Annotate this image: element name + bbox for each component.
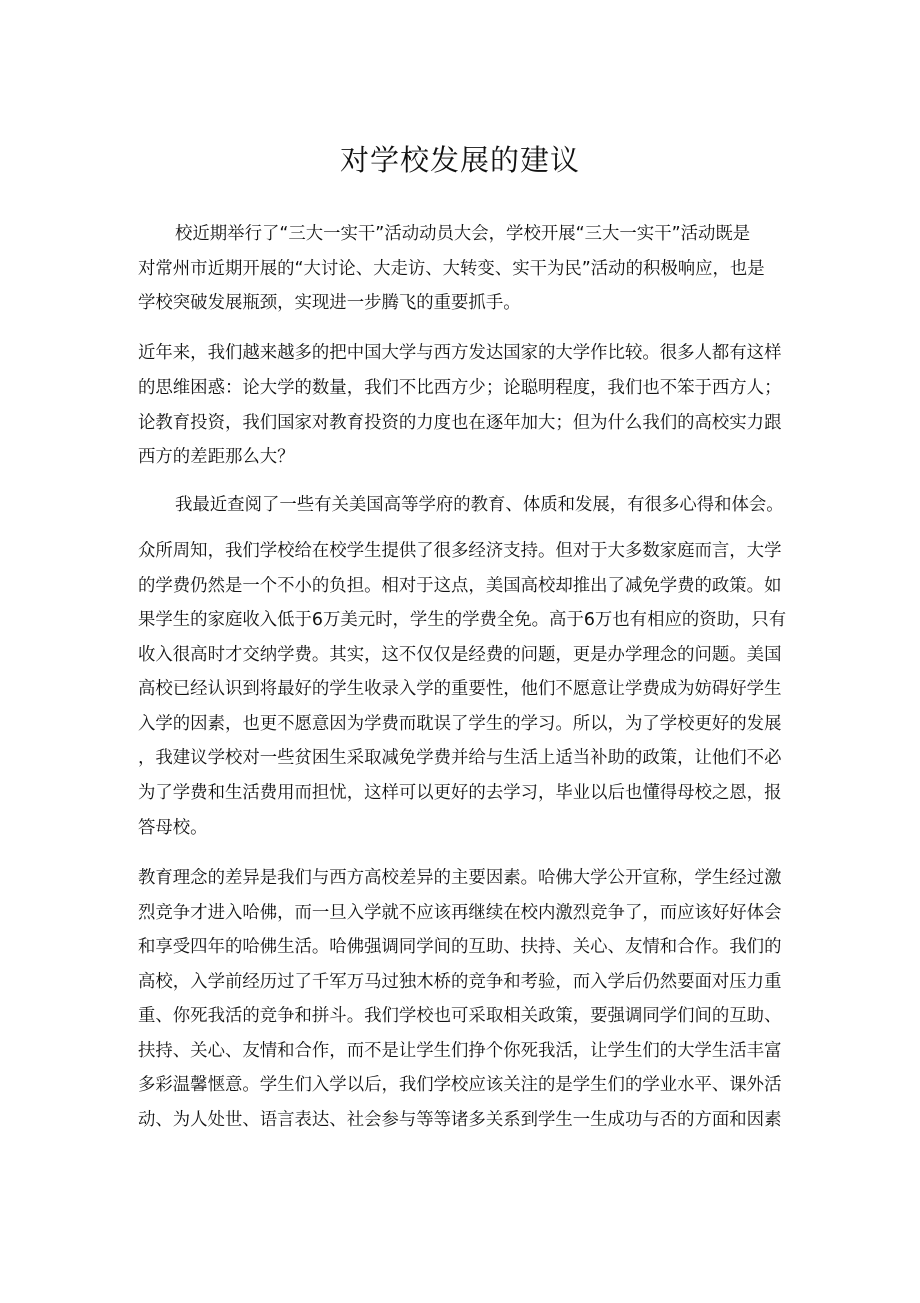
text-line: 多彩温馨惬意。学生们入学以后，我们学校应该关注的是学生们的学业水平、课外活 <box>138 1075 782 1095</box>
text-line: 教育理念的差异是我们与西方高校差异的主要因素。哈佛大学公开宣称，学生经过激 <box>138 868 782 888</box>
text-line: 近年来，我们越来越多的把中国大学与西方发达国家的大学作比较。很多人都有这样 <box>138 343 782 363</box>
text-line: 果学生的家庭收入低于6万美元时，学生的学费全免。高于6万也有相应的资助，只有 <box>138 610 787 630</box>
text-line: 为了学费和生活费用而担忧，这样可以更好的去学习，毕业以后也懂得母校之恩，报 <box>138 783 782 803</box>
document-title: 对学校发展的建议 <box>339 143 580 177</box>
text-line: ，我建议学校对一些贫困生采取减免学费并给与生活上适当补助的政策，让他们不必 <box>138 748 782 768</box>
text-line: 的思维困惑：论大学的数量，我们不比西方少；论聪明程度，我们也不笨于西方人； <box>138 378 782 398</box>
text-line: 动、为人处世、语言表达、社会参与等等诸多关系到学生一生成功与否的方面和因素 <box>138 1110 782 1130</box>
text-line: 众所周知，我们学校给在校学生提供了很多经济支持。但对于大多数家庭而言，大学 <box>138 541 782 561</box>
text-line: 论教育投资，我们国家对教育投资的力度也在逐年加大；但为什么我们的高校实力跟 <box>138 413 782 433</box>
text-line: 的学费仍然是一个不小的负担。相对于这点，美国高校却推出了减免学费的政策。如 <box>138 576 782 596</box>
text-line: 学校突破发展瓶颈，实现进一步腾飞的重要抓手。 <box>138 293 521 313</box>
text-line: 西方的差距那么大？ <box>138 447 295 467</box>
text-line: 和享受四年的哈佛生活。哈佛强调同学间的互助、扶持、关心、友情和合作。我们的 <box>138 937 782 957</box>
text-line: 我最近查阅了一些有关美国高等学府的教育、体质和发展，有很多心得和体会。 <box>175 495 784 515</box>
text-line: 烈竞争才进入哈佛，而一旦入学就不应该再继续在校内激烈竞争了，而应该好好体会 <box>138 903 782 923</box>
text-line: 高校已经认识到将最好的学生收录入学的重要性，他们不愿意让学费成为妨碍好学生 <box>138 679 782 699</box>
text-line: 高校，入学前经历过了千军万马过独木桥的竞争和考验，而入学后仍然要面对压力重 <box>138 972 782 992</box>
text-line: 扶持、关心、友情和合作，而不是让学生们挣个你死我活，让学生们的大学生活丰富 <box>138 1041 782 1061</box>
text-line: 重、你死我活的竞争和拼斗。我们学校也可采取相关政策，要强调同学们间的互助、 <box>138 1006 782 1026</box>
text-line: 答母校。 <box>138 818 208 838</box>
text-line: 校近期举行了“三大一实干”活动动员大会，学校开展“三大一实干”活动既是 <box>175 224 751 244</box>
text-line: 对常州市近期开展的“大讨论、大走访、大转变、实干为民”活动的积极响应，也是 <box>138 259 765 279</box>
text-line: 入学的因素，也更不愿意因为学费而耽误了学生的学习。所以，为了学校更好的发展 <box>138 714 782 734</box>
text-line: 收入很高时才交纳学费。其实，这不仅仅是经费的问题，更是办学理念的问题。美国 <box>138 645 782 665</box>
